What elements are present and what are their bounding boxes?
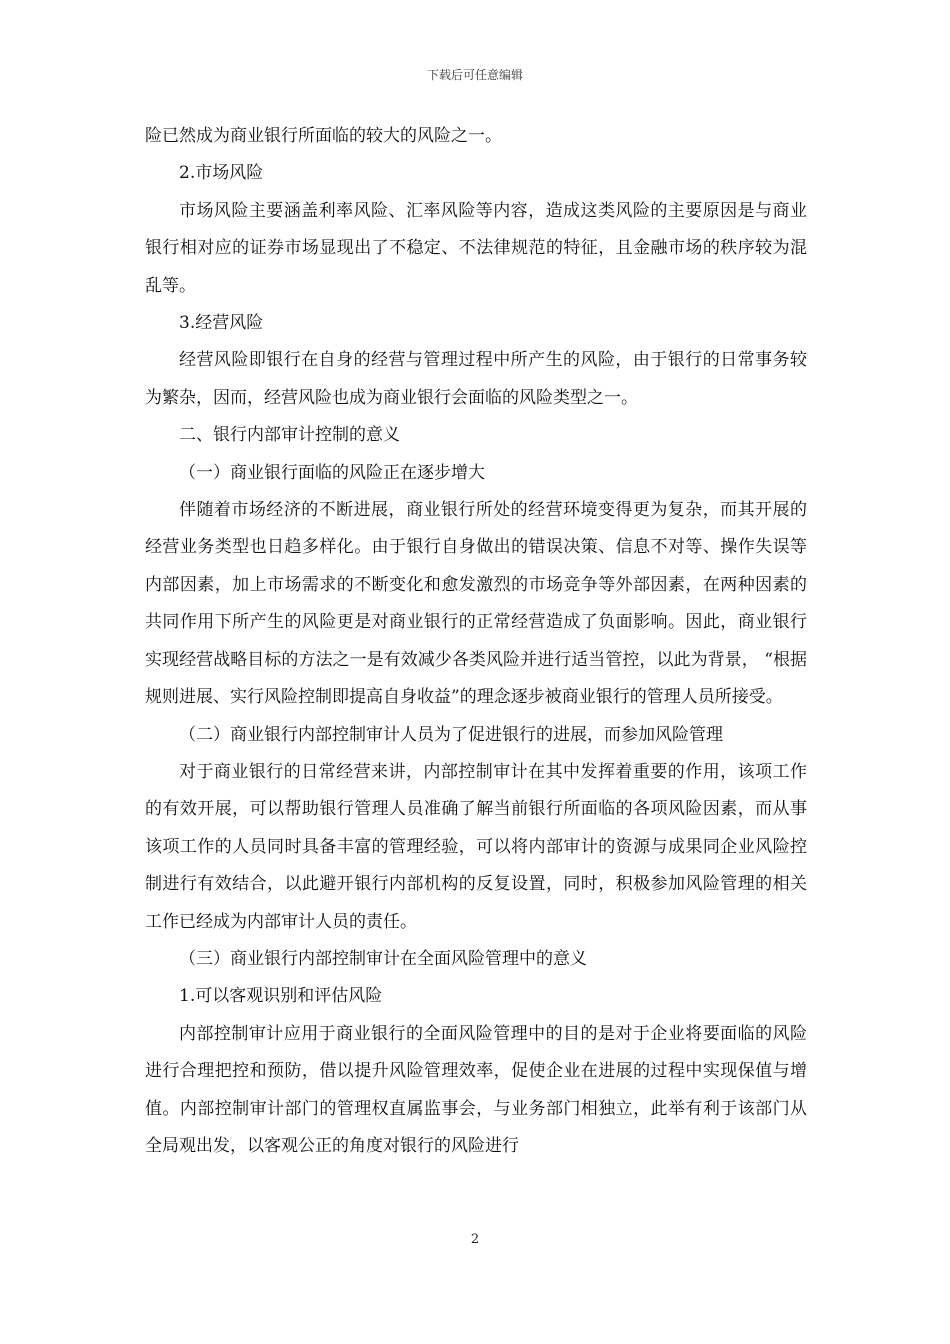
section-heading: 1.可以客观识别和评估风险 — [179, 986, 383, 1007]
page-header-note: 下载后可任意编辑 — [426, 68, 523, 82]
section-heading: 二、银行内部审计控制的意义 — [179, 425, 400, 446]
document-body — [145, 118, 807, 1165]
page-number: 2 — [470, 1232, 480, 1247]
section-heading: 2.市场风险 — [179, 163, 264, 184]
paragraph: 伴随着市场经济的不断进展，商业银行所处的经营环境变得更为复杂，而其开展的经营业务类型也日趋多样化。由于银行自身做出的错误决策、信息不对等、操作失误等内部因素，加上市场需求的不断变化和愈发激烈的市场竞争等外部因素，在两种因素的共同作用下所产生的风险更是对商业银行的正常经营造成了负面影响。因此，商业银行实现经营战略目标的方法之一是有效减少各类风险并进行适当管控，以此为背景， “根据规则进展、实行风险控制即提高自身收益”的理念逐步被商业银行的管理人员所接受。 — [145, 500, 807, 708]
paragraph: 险已然成为商业银行所面临的较大的风险之一。 — [145, 126, 502, 146]
paragraph: 市场风险主要涵盖利率风险、汇率风险等内容，造成这类风险的主要原因是与商业银行相对应的证券市场显现出了不稳定、不法律规范的特征，且金融市场的秩序较为混乱等。 — [145, 200, 807, 296]
subsection-heading: （二）商业银行内部控制审计人员为了促进银行的进展，而参加风险管理 — [179, 724, 723, 745]
subsection-heading: （三）商业银行内部控制审计在全面风险管理中的意义 — [179, 948, 587, 969]
paragraph: 经营风险即银行在自身的经营与管理过程中所产生的风险，由于银行的日常事务较为繁杂，因而，经营风险也成为商业银行会面临的风险类型之一。 — [145, 350, 807, 408]
paragraph: 对于商业银行的日常经营来讲，内部控制审计在其中发挥着重要的作用，该项工作的有效开展，可以帮助银行管理人员准确了解当前银行所面临的各项风险因素，而从事该项工作的人员同时具备丰富的管理经验，可以将内部审计的资源与成果同企业风险控制进行有效结合，以此避开银行内部机构的反复设置，同时，积极参加风险管理的相关工作已经成为内部审计人员的责任。 — [145, 761, 807, 932]
subsection-heading: （一）商业银行面临的风险正在逐步增大 — [179, 462, 485, 483]
section-heading: 3.经营风险 — [179, 313, 264, 334]
paragraph: 内部控制审计应用于商业银行的全面风险管理中的目的是对于企业将要面临的风险进行合理把控和预防，借以提升风险管理效率，促使企业在进展的过程中实现保值与增值。内部控制审计部门的管理权直属监事会，与业务部门相独立，此举有利于该部门从全局观出发，以客观公正的角度对银行的风险进行 — [145, 1023, 807, 1156]
